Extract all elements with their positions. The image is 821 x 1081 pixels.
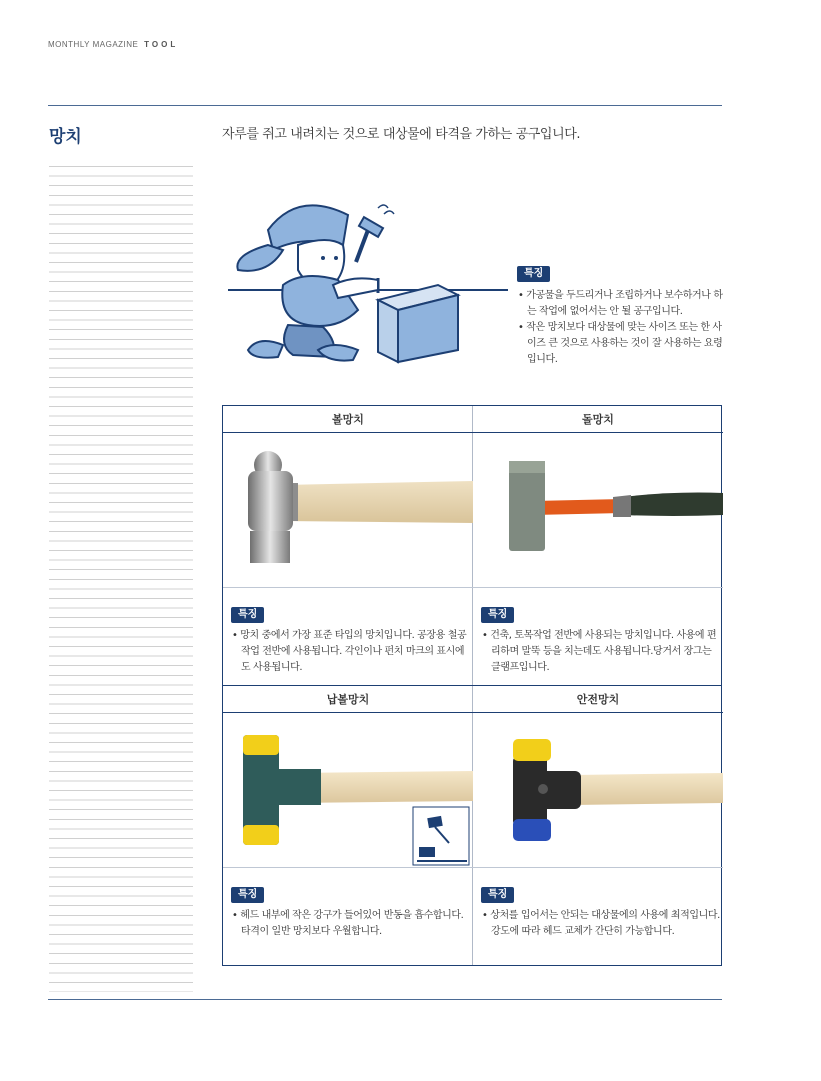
hammer-description: • 건축, 토목작업 전반에 사용되는 망치입니다. 사용에 편리하며 말뚝 등을 치는데도 사용됩니다.당거서 장그는 클램프입니다. [482,630,717,673]
feature-bullet: • 가공물을 두드리거나 조립하거나 보수하거나 하는 작업에 없어서는 안 될 공구입니다. [518,290,723,317]
feature-bullet: • 작은 망치보다 대상물에 맞는 사이즈 또는 한 사이즈 큰 것으로 사용하는 것이 잘 사용하는 요령입니다. [518,322,723,365]
hammer-description: • 망치 중에서 가장 표준 타입의 망치입니다. 공장용 철공작업 전반에 사용됩니다. 각인이나 펀치 마크의 표시에도 사용됩니다. [232,630,467,673]
hammer-description-block [231,602,471,676]
ball-peen-hammer-image [223,433,473,588]
hammer-description: • 헤드 내부에 작은 강구가 들어있어 반동을 흡수합니다. 타격이 일반 망치보다 우월합니다. [232,910,464,937]
magazine-brand: TOOL [144,40,179,49]
hammer-feature-badge: 특징 [231,607,264,623]
hammer-name: 납볼망치 [223,686,473,713]
magazine-label: MONTHLY MAGAZINE [48,40,139,49]
hammer-feature-badge: 특징 [231,887,264,903]
hammer-name: 안전망치 [473,686,723,713]
hammer-feature-badge: 특징 [481,887,514,903]
magazine-header [48,40,178,49]
bottom-rule [48,999,722,1000]
soft-face-hammer-image [223,713,473,868]
hammer-description-block [481,602,721,676]
stone-hammer-image [473,433,723,588]
hammer-description-block [481,882,721,940]
hammer-name: 돌망치 [473,406,723,433]
hammering-cartoon-illustration [228,190,508,370]
hammer-description: • 상처를 입어서는 안되는 대상물에의 사용에 최적입니다. 강도에 따라 헤드 교체가 간단히 가능합니다. [482,910,720,937]
intro-text: 자루를 쥐고 내려치는 것으로 대상물에 타격을 가하는 공구입니다. [222,127,581,142]
feature-badge: 특징 [517,266,550,282]
hammer-description-block [231,882,471,940]
feature-box [517,261,727,368]
hammer-name: 볼망치 [223,406,473,433]
top-rule [48,105,722,106]
safety-hammer-image [473,713,723,868]
hammer-feature-badge: 특징 [481,607,514,623]
sidebar-lines [49,166,193,992]
hammer-grid [222,405,722,966]
page-title: 망치 [49,127,82,147]
